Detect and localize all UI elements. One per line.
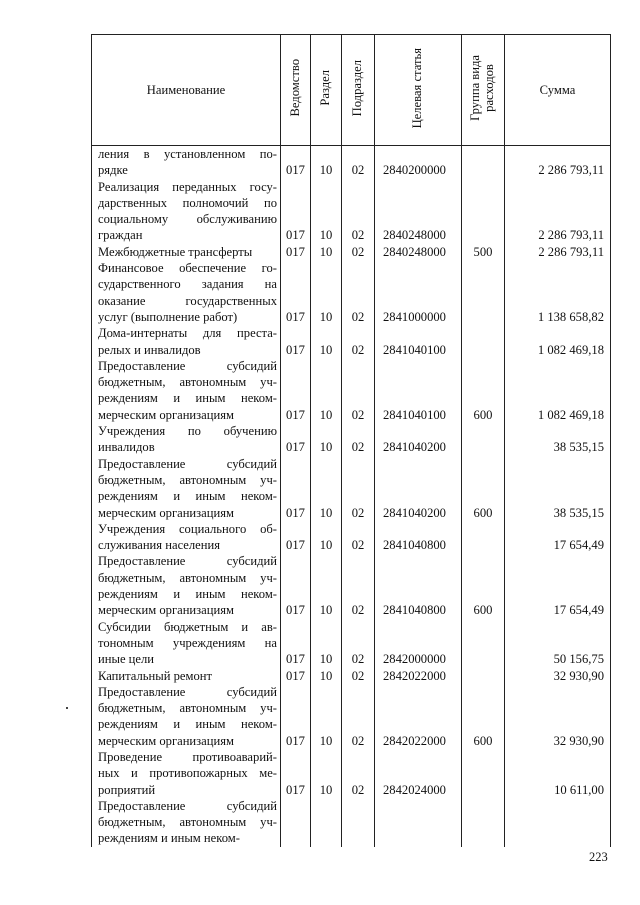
table-row bbox=[92, 358, 611, 423]
cell-section: 10 bbox=[311, 668, 342, 684]
cell-section: 10 bbox=[311, 456, 342, 521]
cell-sum: 1 082 469,18 bbox=[505, 358, 611, 423]
cell-target: 2842022000 bbox=[375, 668, 462, 684]
name-line: граждан bbox=[98, 228, 143, 243]
name-line: Дома-интернаты для преста- bbox=[98, 326, 277, 341]
cell-target: 2841040100 bbox=[375, 358, 462, 423]
cell-dept: 017 bbox=[281, 260, 311, 325]
name-line: социальному обслуживанию bbox=[98, 212, 277, 227]
name-line: Учреждения по обучению bbox=[98, 424, 277, 439]
cell-dept: 017 bbox=[281, 179, 311, 244]
cell-subsection: 02 bbox=[342, 179, 375, 244]
table-row bbox=[92, 684, 611, 749]
cell-group bbox=[462, 668, 505, 684]
cell-group: 500 bbox=[462, 244, 505, 260]
cell-subsection: 02 bbox=[342, 423, 375, 456]
cell-subsection: 02 bbox=[342, 260, 375, 325]
cell-target: 2841040100 bbox=[375, 325, 462, 358]
table-row bbox=[92, 260, 611, 325]
name-line: Предоставление субсидий bbox=[98, 456, 277, 471]
name-line: бюджетным, автономным уч- bbox=[98, 701, 277, 716]
cell-dept: 017 bbox=[281, 456, 311, 521]
cell-sum: 32 930,90 bbox=[505, 668, 611, 684]
name-line: тономным учреждениям на bbox=[98, 635, 277, 650]
name-line: реждениям и иным неком- bbox=[98, 831, 240, 846]
name-line: мерческим организациям bbox=[98, 407, 234, 422]
cell-target: 2841040200 bbox=[375, 456, 462, 521]
scan-speck bbox=[66, 707, 68, 709]
name-line: Финансовое обеспечение го- bbox=[98, 261, 277, 276]
cell-sum: 2 286 793,11 bbox=[505, 244, 611, 260]
table-row bbox=[92, 798, 611, 847]
name-line: дарственных полномочий по bbox=[98, 195, 277, 210]
name-line: иные цели bbox=[98, 652, 155, 667]
table-row bbox=[92, 668, 611, 684]
cell-subsection: 02 bbox=[342, 325, 375, 358]
table-row bbox=[92, 244, 611, 260]
table-row bbox=[92, 553, 611, 618]
table-row bbox=[92, 146, 611, 179]
cell-group bbox=[462, 179, 505, 244]
cell-dept: 017 bbox=[281, 146, 311, 179]
header-group-label bbox=[469, 55, 497, 121]
cell-group bbox=[462, 749, 505, 798]
cell-section: 10 bbox=[311, 684, 342, 749]
cell-section: 10 bbox=[311, 325, 342, 358]
cell-sum: 38 535,15 bbox=[505, 423, 611, 456]
cell-group bbox=[462, 260, 505, 325]
cell-section: 10 bbox=[311, 260, 342, 325]
name-line: реждениям и иным неком- bbox=[98, 489, 277, 504]
name-line: служивания населения bbox=[98, 538, 221, 553]
cell-name bbox=[92, 684, 281, 749]
cell-name bbox=[92, 521, 281, 554]
cell-target: 2840200000 bbox=[375, 146, 462, 179]
header-dept-label: Ведомство bbox=[287, 59, 302, 117]
cell-section: 10 bbox=[311, 423, 342, 456]
cell-sum: 2 286 793,11 bbox=[505, 179, 611, 244]
cell-dept: 017 bbox=[281, 358, 311, 423]
cell-sum: 38 535,15 bbox=[505, 456, 611, 521]
name-line: Предоставление субсидий bbox=[98, 554, 277, 569]
table-row bbox=[92, 456, 611, 521]
header-subsection bbox=[342, 35, 375, 146]
header-name: Наименование bbox=[92, 35, 281, 146]
cell-dept: 017 bbox=[281, 244, 311, 260]
name-line: Предоставление субсидий bbox=[98, 684, 277, 699]
name-line: инвалидов bbox=[98, 440, 155, 455]
cell-subsection: 02 bbox=[342, 521, 375, 554]
header-dept bbox=[281, 35, 311, 146]
cell-subsection: 02 bbox=[342, 749, 375, 798]
cell-target: 2841040200 bbox=[375, 423, 462, 456]
cell-group: 600 bbox=[462, 553, 505, 618]
name-line: бюджетным, автономным уч- bbox=[98, 472, 277, 487]
cell-group bbox=[462, 521, 505, 554]
header-section bbox=[311, 35, 342, 146]
cell-name bbox=[92, 358, 281, 423]
cell-dept: 017 bbox=[281, 619, 311, 668]
name-line: реждениям и иным неком- bbox=[98, 587, 277, 602]
name-line: мерческим организациям bbox=[98, 603, 234, 618]
cell-target: 2840248000 bbox=[375, 244, 462, 260]
name-line: бюджетным, автономным уч- bbox=[98, 815, 277, 830]
cell-sum: 1 082 469,18 bbox=[505, 325, 611, 358]
cell-group bbox=[462, 146, 505, 179]
name-line: Предоставление субсидий bbox=[98, 358, 277, 373]
cell-target: 2842024000 bbox=[375, 749, 462, 798]
cell-subsection: 02 bbox=[342, 619, 375, 668]
cell-subsection: 02 bbox=[342, 684, 375, 749]
cell-name bbox=[92, 553, 281, 618]
cell-section: 10 bbox=[311, 553, 342, 618]
cell-name bbox=[92, 260, 281, 325]
cell-subsection: 02 bbox=[342, 244, 375, 260]
table-row bbox=[92, 179, 611, 244]
cell-subsection: 02 bbox=[342, 456, 375, 521]
name-line: рядке bbox=[98, 163, 128, 178]
cell-name bbox=[92, 244, 281, 260]
cell-dept: 017 bbox=[281, 325, 311, 358]
cell-name bbox=[92, 668, 281, 684]
name-line: Проведение противоаварий- bbox=[98, 749, 277, 764]
name-line: ных и противопожарных ме- bbox=[98, 766, 277, 781]
cell-dept: 017 bbox=[281, 749, 311, 798]
cell-subsection: 02 bbox=[342, 146, 375, 179]
cell-target: 2841000000 bbox=[375, 260, 462, 325]
name-line: ления в установленном по- bbox=[98, 147, 277, 161]
cell-section: 10 bbox=[311, 146, 342, 179]
cell-name bbox=[92, 423, 281, 456]
cell-target: 2842022000 bbox=[375, 684, 462, 749]
cell-group bbox=[462, 325, 505, 358]
cell-dept: 017 bbox=[281, 553, 311, 618]
cell-group bbox=[462, 798, 505, 847]
cell-name bbox=[92, 749, 281, 798]
cell-section: 10 bbox=[311, 749, 342, 798]
header-target-label: Целевая статья bbox=[410, 47, 425, 129]
header-group-line2: расходов bbox=[482, 64, 496, 112]
name-line: мерческим организациям bbox=[98, 505, 234, 520]
cell-section: 10 bbox=[311, 179, 342, 244]
cell-name bbox=[92, 179, 281, 244]
table-row bbox=[92, 749, 611, 798]
table-header bbox=[92, 35, 611, 146]
name-line: оказание государственных bbox=[98, 293, 277, 308]
name-line: мерческим организациям bbox=[98, 733, 234, 748]
name-line: бюджетным, автономным уч- bbox=[98, 570, 277, 585]
cell-sum: 1 138 658,82 bbox=[505, 260, 611, 325]
cell-section bbox=[311, 798, 342, 847]
cell-name bbox=[92, 456, 281, 521]
cell-subsection: 02 bbox=[342, 358, 375, 423]
cell-name bbox=[92, 146, 281, 179]
cell-sum: 50 156,75 bbox=[505, 619, 611, 668]
name-line: Учреждения социального об- bbox=[98, 521, 277, 536]
cell-name bbox=[92, 798, 281, 847]
cell-dept: 017 bbox=[281, 668, 311, 684]
cell-group bbox=[462, 619, 505, 668]
cell-section: 10 bbox=[311, 244, 342, 260]
table-row bbox=[92, 619, 611, 668]
budget-table bbox=[91, 34, 611, 847]
table-row bbox=[92, 325, 611, 358]
cell-target: 2841040800 bbox=[375, 553, 462, 618]
page-number: 223 bbox=[589, 850, 608, 864]
table-body bbox=[92, 146, 611, 847]
cell-subsection: 02 bbox=[342, 668, 375, 684]
cell-group: 600 bbox=[462, 456, 505, 521]
header-sum: Сумма bbox=[505, 35, 611, 146]
name-line: релых и инвалидов bbox=[98, 342, 201, 357]
cell-target: 2841040800 bbox=[375, 521, 462, 554]
name-line: услуг (выполнение работ) bbox=[98, 309, 238, 324]
cell-group: 600 bbox=[462, 358, 505, 423]
header-target bbox=[375, 35, 462, 146]
name-line: Капитальный ремонт bbox=[98, 668, 213, 683]
cell-group bbox=[462, 423, 505, 456]
cell-sum: 17 654,49 bbox=[505, 553, 611, 618]
name-line: Реализация переданных госу- bbox=[98, 179, 277, 194]
header-group-line1: Группа вида bbox=[468, 55, 483, 121]
cell-group: 600 bbox=[462, 684, 505, 749]
cell-dept: 017 bbox=[281, 521, 311, 554]
name-line: Субсидии бюджетным и ав- bbox=[98, 619, 277, 634]
name-line: Межбюджетные трансферты bbox=[98, 244, 253, 259]
cell-sum: 10 611,00 bbox=[505, 749, 611, 798]
cell-sum: 17 654,49 bbox=[505, 521, 611, 554]
cell-sum: 32 930,90 bbox=[505, 684, 611, 749]
table-row bbox=[92, 521, 611, 554]
name-line: реждениям и иным неком- bbox=[98, 717, 277, 732]
name-line: реждениям и иным неком- bbox=[98, 391, 277, 406]
cell-name bbox=[92, 619, 281, 668]
cell-section: 10 bbox=[311, 521, 342, 554]
cell-sum: 2 286 793,11 bbox=[505, 146, 611, 179]
table-row bbox=[92, 423, 611, 456]
header-group bbox=[462, 35, 505, 146]
cell-subsection bbox=[342, 798, 375, 847]
name-line: Предоставление субсидий bbox=[98, 798, 277, 813]
cell-target: 2840248000 bbox=[375, 179, 462, 244]
header-subsection-label: Подраздел bbox=[350, 59, 365, 117]
cell-section: 10 bbox=[311, 619, 342, 668]
cell-dept: 017 bbox=[281, 423, 311, 456]
cell-name bbox=[92, 325, 281, 358]
cell-subsection: 02 bbox=[342, 553, 375, 618]
cell-dept: 017 bbox=[281, 684, 311, 749]
cell-section: 10 bbox=[311, 358, 342, 423]
header-section-label: Раздел bbox=[318, 70, 333, 106]
cell-target bbox=[375, 798, 462, 847]
name-line: сударственного задания на bbox=[98, 277, 277, 292]
cell-dept bbox=[281, 798, 311, 847]
name-line: бюджетным, автономным уч- bbox=[98, 375, 277, 390]
cell-sum bbox=[505, 798, 611, 847]
name-line: роприятий bbox=[98, 782, 156, 797]
cell-target: 2842000000 bbox=[375, 619, 462, 668]
